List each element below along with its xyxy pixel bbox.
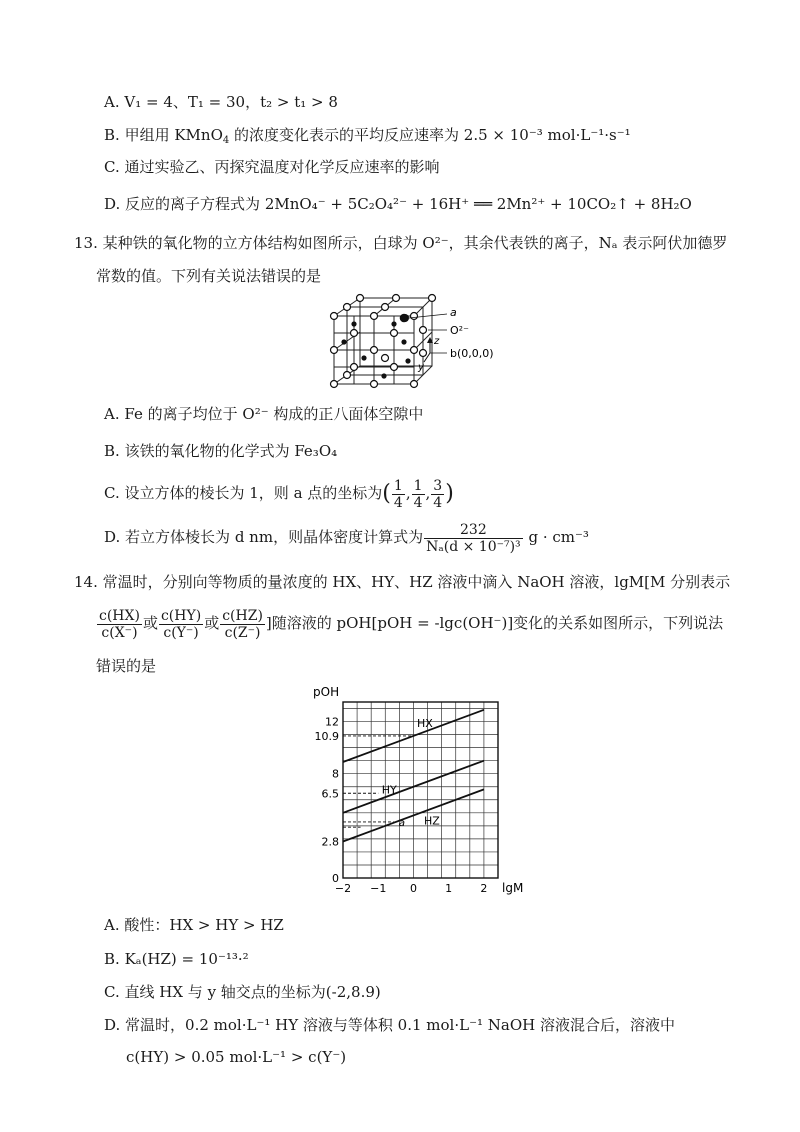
q14-option-a <box>104 915 284 935</box>
label-b: b(0,0,0) <box>450 347 494 360</box>
q13-option-c-pre: 设立方体的棱长为 1，则 a 点的坐标为 <box>124 484 383 502</box>
y-tick-label: 8 <box>332 767 339 781</box>
q12-option-b <box>104 125 631 151</box>
q12-option-c <box>104 157 440 177</box>
q13-stem-text1: 某种铁的氧化物的立方体结构如图所示，白球为 O²⁻，其余代表铁的离子，Nₐ 表示阿伏加德罗 <box>102 234 728 252</box>
label-y: y <box>418 362 424 373</box>
q14-option-b <box>104 949 249 969</box>
q13-option-b-text: 该铁的氧化物的化学式为 Fe₃O₄ <box>124 442 338 460</box>
q13-c-frac2 <box>412 478 425 511</box>
q14-option-d <box>104 1015 675 1035</box>
q14-frac-hx <box>97 608 142 641</box>
q14-frac-hx-den: c(X⁻) <box>101 624 138 641</box>
q13-c-lparen: ( <box>382 481 391 506</box>
q13-option-d <box>104 520 589 555</box>
q13-c-frac1-den: 4 <box>393 494 403 511</box>
q12-option-b-sub: 4 <box>222 135 230 146</box>
q14-frac-hx-num: c(HX) <box>99 607 140 624</box>
q14-frac-hz-den: c(Z⁻) <box>224 624 261 641</box>
q13-option-c-label: C. <box>104 484 120 502</box>
q14-option-c <box>104 982 381 1002</box>
q13-d-density-frac <box>424 522 523 555</box>
q13-c-rparen: ) <box>445 481 454 506</box>
q14-frac-hy <box>159 608 203 641</box>
q14-frac-hy-den: c(Y⁻) <box>163 624 199 641</box>
q13-option-b-label: B. <box>104 442 120 460</box>
q12-option-a <box>104 92 338 112</box>
x-tick-label: 0 <box>409 882 417 895</box>
q14-stem-text2: ]随溶液的 pOH[pOH = -lgc(OH⁻)]变化的关系如图所示，下列说法 <box>265 614 724 632</box>
q14-stem-text1: 常温时，分别向等物质的量浓度的 HX、HY、HZ 溶液中滴入 NaOH 溶液，lgM[M 分别表示 <box>102 573 731 591</box>
q13-stem-line1 <box>74 233 727 253</box>
x-tick-label: 1 <box>445 882 453 895</box>
q13-c-frac1-num: 1 <box>393 477 403 494</box>
q12-option-d-text: 反应的离子方程式为 2MnO₄⁻ + 5C₂O₄²⁻ + 16H⁺ ══ 2Mn²⁺ + 10CO₂↑ + 8H₂O <box>125 195 692 213</box>
x-axis-label: lgM <box>502 881 524 895</box>
q13-c-frac1 <box>392 478 405 511</box>
q13-c-frac2-num: 1 <box>413 477 423 494</box>
q14-option-c-label: C. <box>104 983 120 1001</box>
q12-option-d <box>104 194 692 214</box>
q14-number: 14. <box>74 573 98 591</box>
label-o2: O²⁻ <box>450 324 469 337</box>
y-tick-label: 10.9 <box>314 729 339 743</box>
q12-option-b-post: 的浓度变化表示的平均反应速率为 2.5 × 10⁻³ mol·L⁻¹·s⁻¹ <box>229 126 631 144</box>
label-a: a <box>450 306 457 319</box>
q12-option-b-pre: 甲组用 KMnO <box>124 126 223 144</box>
q13-option-a-label: A. <box>104 405 120 423</box>
q14-option-a-text: 酸性：HX > HY > HZ <box>124 916 284 934</box>
series-label-hz: HZ <box>424 814 440 828</box>
q13-c-frac3-den: 4 <box>433 494 443 511</box>
q14-or2: 或 <box>204 614 220 632</box>
y-tick-label: 12 <box>325 715 339 729</box>
q13-option-b <box>104 441 337 461</box>
crystal-cube-figure <box>320 290 520 390</box>
series-label-hx: HX <box>416 716 433 730</box>
x-tick-label: −1 <box>370 882 387 895</box>
q14-stem-line2 <box>96 606 723 641</box>
q14-option-d-line2: c(HY) > 0.05 mol·L⁻¹ > c(Y⁻) <box>126 1048 347 1066</box>
q13-c-frac3-num: 3 <box>433 477 443 494</box>
q13-option-a <box>104 404 423 424</box>
annotation-a: a <box>398 817 405 829</box>
q13-d-frac-num: 232 <box>424 522 523 539</box>
q12-option-d-label: D. <box>104 195 121 213</box>
q14-frac-hy-num: c(HY) <box>160 607 202 624</box>
point-a-ion <box>400 314 408 322</box>
q12-option-c-label: C. <box>104 158 120 176</box>
y-tick-label: 6.5 <box>321 787 339 801</box>
q12-option-b-label: B. <box>104 126 120 144</box>
q14-option-c-text: 直线 HX 与 y 轴交点的坐标为(-2,8.9) <box>124 983 381 1001</box>
x-tick-label: 2 <box>480 882 488 895</box>
label-z: z <box>434 336 440 347</box>
q14-frac-hz-num: c(HZ) <box>222 607 263 624</box>
q12-option-a-text: V₁ = 4、T₁ = 30，t₂ > t₁ > 8 <box>124 93 338 111</box>
y-tick-label: 0 <box>332 872 339 885</box>
x-tick-label: −2 <box>334 882 352 895</box>
q12-option-c-text: 通过实验乙、丙探究温度对化学反应速率的影响 <box>124 158 440 176</box>
q13-option-c: C. 设立方体的棱长为 1，则 a 点的坐标为( $\frac{1}{4}$ , $\frac{1}{4}$ , $\frac{3}{4}$ ) <box>104 477 454 511</box>
q14-option-d-label: D. <box>104 1016 121 1034</box>
q13-d-frac-den: Nₐ(d × 10⁻⁷)³ <box>426 538 521 555</box>
y-tick-label: 2.8 <box>321 835 339 849</box>
q13-option-d-pre: 若立方体棱长为 d nm，则晶体密度计算式为 <box>125 528 424 546</box>
poh-lgm-chart <box>298 680 538 895</box>
q14-option-b-text: Kₐ(HZ) = 10⁻¹³·² <box>124 950 249 968</box>
series-label-hy: HY <box>381 783 397 797</box>
q13-option-a-text: Fe 的离子均位于 O²⁻ 构成的正八面体空隙中 <box>124 405 424 423</box>
q13-option-d-post: g · cm⁻³ <box>528 528 589 546</box>
q13-c-frac3 <box>431 478 444 511</box>
q14-stem-line1 <box>74 572 730 592</box>
q14-stem-line3: 错误的是 <box>96 657 157 675</box>
q13-c-frac2-den: 4 <box>413 494 423 511</box>
y-axis-label: pOH <box>313 685 340 699</box>
q14-frac-hz <box>220 608 265 641</box>
q14-option-d-text1: 常温时，0.2 mol·L⁻¹ HY 溶液与等体积 0.1 mol·L⁻¹ NaOH 溶液混合后，溶液中 <box>125 1016 675 1034</box>
q13-number: 13. <box>74 234 98 252</box>
q13-stem-line2: 常数的值。下列有关说法错误的是 <box>96 267 322 285</box>
q14-option-a-label: A. <box>104 916 120 934</box>
q12-option-a-label: A. <box>104 93 120 111</box>
q13-option-d-label: D. <box>104 528 121 546</box>
q14-option-b-label: B. <box>104 950 120 968</box>
q14-or1: 或 <box>142 614 158 632</box>
